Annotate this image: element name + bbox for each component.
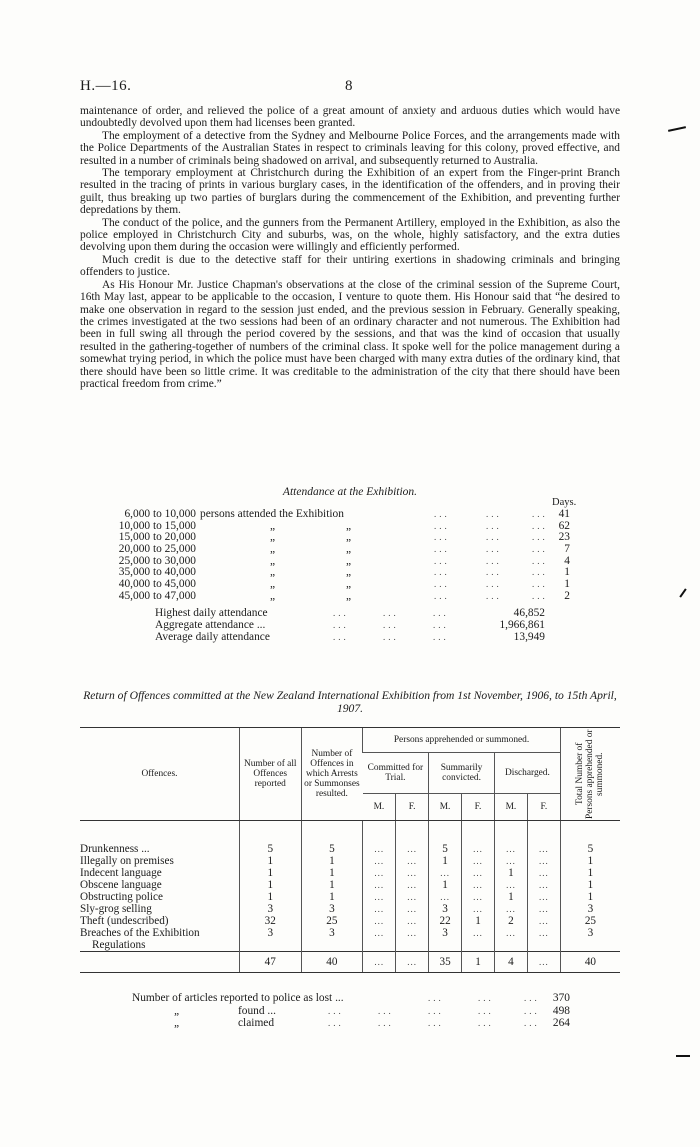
convicted-f-cell: ... xyxy=(462,903,495,915)
leader-dots: ... xyxy=(532,544,548,555)
ditto-mark: „ xyxy=(346,566,352,579)
attendance-days: 23 xyxy=(558,531,570,544)
convicted-f-cell: ... xyxy=(462,855,495,867)
female-header: F. xyxy=(462,793,495,820)
offence-name: Obstructing police xyxy=(80,891,163,903)
male-header: M. xyxy=(494,793,527,820)
ditto-mark: „ xyxy=(270,519,276,532)
committed-header: Committed for Trial. xyxy=(363,753,429,793)
committed-m-cell: ... xyxy=(363,927,396,939)
grand-total: 40 xyxy=(560,952,620,973)
arrests-cell: 1 xyxy=(301,891,363,903)
articles-label: found ... xyxy=(238,1004,276,1017)
attendance-days: 41 xyxy=(558,508,570,520)
reported-cell: 3 xyxy=(239,903,301,915)
attendance-total-value: 13,949 xyxy=(513,630,545,643)
reported-cell: 5 xyxy=(239,843,301,855)
leader-dots: ... xyxy=(486,567,502,578)
committed-f-cell: ... xyxy=(396,843,429,855)
discharged-m-total: 4 xyxy=(494,952,527,973)
ditto-mark: „ xyxy=(270,531,276,544)
table-row xyxy=(80,855,620,867)
leader-dots: ... xyxy=(328,1018,344,1028)
reported-cell: 1 xyxy=(239,855,301,867)
attendance-range: 35,000 to 40,000 xyxy=(118,566,196,579)
reported-cell: 3 xyxy=(239,927,301,939)
discharged-m-cell: 1 xyxy=(494,867,527,879)
committed-f-cell: ... xyxy=(396,903,429,915)
leader-dots: ... xyxy=(333,619,349,630)
female-header: F. xyxy=(396,793,429,820)
leader-dots: ... xyxy=(433,631,449,642)
attendance-total-label: Aggregate attendance ... xyxy=(155,618,266,631)
convicted-f-total: 1 xyxy=(462,952,495,973)
table-row xyxy=(80,879,620,891)
articles-row xyxy=(132,1005,582,1018)
offence-name: Illegally on premises xyxy=(80,855,174,867)
leader-dots: ... xyxy=(532,520,548,531)
attendance-days: 1 xyxy=(564,566,570,579)
leader-dots: ... xyxy=(433,608,449,618)
leader-dots: ... xyxy=(383,608,399,618)
attendance-total-row xyxy=(155,620,555,632)
offences-header: Offences. xyxy=(80,728,239,821)
male-header: M. xyxy=(363,793,396,820)
leader-dots: ... xyxy=(333,608,349,618)
convicted-f-cell: ... xyxy=(462,843,495,855)
leader-dots: ... xyxy=(532,590,548,601)
committed-m-cell: ... xyxy=(363,879,396,891)
leader-dots: ... xyxy=(383,619,399,630)
ditto-mark: „ xyxy=(346,554,352,567)
male-header: M. xyxy=(429,793,462,820)
leader-dots: ... xyxy=(486,590,502,601)
attendance-range: 45,000 to 47,000 xyxy=(118,589,196,602)
paragraph: The temporary employment at Christchurch during the Exhibition of an expert from the Finger-print Branch resulted in the tracing of prints in various burglary cases, in the identification of the offenders, and in proving their guilt, thus breaking up two parties of burglars during the commencement of the Exhibition, and preventing further depredations by them. xyxy=(80,167,620,217)
table-row xyxy=(80,867,620,879)
convicted-m-cell: 1 xyxy=(429,879,462,891)
reported-cell: 32 xyxy=(239,915,301,927)
total-cell: 5 xyxy=(560,843,620,855)
offence-name: Breaches of the Exhibition xyxy=(80,927,200,939)
attendance-range: 15,000 to 20,000 xyxy=(118,531,196,544)
total-header-label: Total Number of Persons apprehended or summoned. xyxy=(575,729,606,819)
total-cell: 1 xyxy=(560,879,620,891)
committed-f-cell: ... xyxy=(396,879,429,891)
committed-f-cell: ... xyxy=(396,915,429,927)
convicted-f-cell: ... xyxy=(462,927,495,939)
committed-m-cell: ... xyxy=(363,903,396,915)
leader-dots: ... xyxy=(478,1018,494,1028)
attendance-total-value: 1,966,861 xyxy=(499,618,545,631)
leader-dots: ... xyxy=(434,567,450,578)
reported-header: Number of all Offences reported xyxy=(239,728,301,821)
leader-dots: ... xyxy=(378,1018,394,1028)
attendance-total-label: Highest daily attendance xyxy=(155,607,268,619)
discharged-f-cell: ... xyxy=(527,927,560,939)
table-row xyxy=(80,927,620,939)
attendance-range: 20,000 to 25,000 xyxy=(118,543,196,556)
offence-name: Theft (undescribed) xyxy=(80,915,169,927)
articles-value: 370 xyxy=(552,992,570,1004)
margin-mark xyxy=(679,588,686,597)
leader-dots: ... xyxy=(532,555,548,566)
discharged-f-cell: ... xyxy=(527,867,560,879)
attendance-total-value: 46,852 xyxy=(513,607,545,619)
convicted-m-cell: 3 xyxy=(429,927,462,939)
reported-total: 47 xyxy=(239,952,301,973)
body-text xyxy=(80,105,620,390)
apprehended-header: Persons apprehended or summoned. xyxy=(363,728,561,753)
articles-label: claimed xyxy=(238,1017,275,1029)
paragraph: maintenance of order, and relieved the police of a great amount of anxiety and arduous duties which would have undoubtedly devolved upon them had licenses been granted. xyxy=(80,105,620,130)
female-header: F. xyxy=(527,793,560,820)
convicted-f-cell: ... xyxy=(462,879,495,891)
total-cell: 1 xyxy=(560,867,620,879)
convicted-f-cell: ... xyxy=(462,867,495,879)
committed-m-total: ... xyxy=(363,952,396,973)
table-row xyxy=(80,903,620,915)
discharged-m-cell: ... xyxy=(494,843,527,855)
leader-dots: ... xyxy=(524,1005,540,1016)
convicted-m-cell: ... xyxy=(429,891,462,903)
attendance-days-header: Days. xyxy=(552,497,577,508)
total-cell: 3 xyxy=(560,903,620,915)
attendance-total-label: Average daily attendance xyxy=(155,630,270,643)
discharged-f-cell: ... xyxy=(527,855,560,867)
table-row xyxy=(80,891,620,903)
attendance-days: 7 xyxy=(564,543,570,556)
document-reference: H.—16. xyxy=(80,78,132,94)
ditto-mark: „ xyxy=(346,578,352,591)
attendance-total-row xyxy=(155,632,555,644)
attendance-days: 4 xyxy=(564,554,570,567)
convicted-f-cell: ... xyxy=(462,891,495,903)
discharged-m-cell: ... xyxy=(494,879,527,891)
committed-f-cell: ... xyxy=(396,927,429,939)
discharged-f-cell: ... xyxy=(527,843,560,855)
paragraph: As His Honour Mr. Justice Chapman's observations at the close of the criminal session of the Supreme Court, 16th May last, appear to be applicable to the occasion, I venture to quote them. His Honour said that “he desired to make one observation in regard to the session just ended, and the previous session in February. Generally speaking, the crimes investigated at the two sessions had been of an ordinary character and not numerous. The Exhibition had been in full swing all through the period covered by the sessions, and that was the kind of occasion that usually resulted in the gathering-together of numbers of the criminal class. It spoke well for the police management during a somewhat trying period, in which the police must have been charged with many extra duties of the ordinary kind, that there should have been so little crime. It was creditable to the administration of the city that there should have been practical freedom from crime.” xyxy=(80,278,620,390)
arrests-cell: 5 xyxy=(301,843,363,855)
totals-row xyxy=(80,952,620,973)
committed-m-cell: ... xyxy=(363,891,396,903)
attendance-range: 40,000 to 45,000 xyxy=(118,578,196,591)
leader-dots: ... xyxy=(434,579,450,590)
committed-m-cell: ... xyxy=(363,915,396,927)
reported-cell: 1 xyxy=(239,891,301,903)
attendance-title: Attendance at the Exhibition. xyxy=(282,486,418,498)
total-cell: 25 xyxy=(560,915,620,927)
leader-dots: ... xyxy=(433,619,449,630)
ditto-mark: „ xyxy=(346,543,352,556)
margin-mark xyxy=(668,126,686,132)
arrests-header: Number of Offences in which Arrests or Summonses resulted. xyxy=(301,728,363,821)
ditto-mark: „ xyxy=(270,543,276,556)
articles-table xyxy=(132,992,582,1030)
reported-cell: 1 xyxy=(239,867,301,879)
total-cell: 3 xyxy=(560,927,620,939)
discharged-header: Discharged. xyxy=(494,753,560,793)
discharged-f-total: ... xyxy=(527,952,560,973)
leader-dots: ... xyxy=(532,567,548,578)
attendance-row xyxy=(100,544,580,556)
table-row xyxy=(80,843,620,855)
convicted-header: Summarily convicted. xyxy=(429,753,495,793)
attendance-row-text: persons attended the Exhibition xyxy=(200,508,344,520)
ditto-mark: „ xyxy=(346,589,352,602)
discharged-m-cell: 1 xyxy=(494,891,527,903)
arrests-total: 40 xyxy=(301,952,363,973)
offence-name: Drunkenness ... xyxy=(80,843,150,855)
convicted-f-cell: 1 xyxy=(462,915,495,927)
articles-label: Number of articles reported to police as lost ... xyxy=(132,992,344,1004)
articles-value: 498 xyxy=(552,1004,570,1017)
total-header xyxy=(560,728,620,821)
discharged-m-cell: ... xyxy=(494,927,527,939)
leader-dots: ... xyxy=(532,579,548,590)
paragraph: The employment of a detective from the Sydney and Melbourne Police Forces, and the arrangements made with the Police Departments of the Australian States in respect to criminals leaving for this colony, proved effective, and resulted in a number of criminals being shadowed on arrival, and subsequently returned to Australia. xyxy=(80,129,620,167)
convicted-m-cell: 3 xyxy=(429,903,462,915)
margin-mark xyxy=(676,1055,690,1057)
leader-dots: ... xyxy=(428,1005,444,1016)
leader-dots: ... xyxy=(486,579,502,590)
ditto-mark: „ xyxy=(174,1017,181,1029)
total-cell: 1 xyxy=(560,891,620,903)
attendance-days: 1 xyxy=(564,578,570,591)
arrests-cell: 1 xyxy=(301,879,363,891)
discharged-m-cell: ... xyxy=(494,903,527,915)
offence-name: Obscene language xyxy=(80,879,162,891)
table-row xyxy=(80,915,620,927)
leader-dots: ... xyxy=(486,509,502,519)
offences-table xyxy=(80,727,620,973)
total-cell: 1 xyxy=(560,855,620,867)
articles-row xyxy=(132,992,582,1005)
ditto-mark: „ xyxy=(270,578,276,591)
paragraph: Much credit is due to the detective staff for their untiring exertions in shadowing criminals and bringing offenders to justice. xyxy=(80,253,620,279)
discharged-m-cell: 2 xyxy=(494,915,527,927)
leader-dots: ... xyxy=(524,1018,540,1028)
ditto-mark: „ xyxy=(174,1004,181,1017)
paragraph: The conduct of the police, and the gunners from the Permanent Artillery, employed in the Exhibition, as also the police employed in Christchurch City and suburbs, was, on the whole, highly satisfactory, and the extra duties devolving upon them during the occasion were willingly and efficiently performed. xyxy=(80,216,620,254)
committed-f-cell: ... xyxy=(396,891,429,903)
leader-dots: ... xyxy=(486,555,502,566)
spacer-row xyxy=(80,821,620,844)
leader-dots: ... xyxy=(478,993,494,1003)
attendance-table xyxy=(100,509,580,603)
leader-dots: ... xyxy=(383,631,399,642)
ditto-mark: „ xyxy=(270,566,276,579)
discharged-f-cell: ... xyxy=(527,879,560,891)
committed-f-cell: ... xyxy=(396,867,429,879)
ditto-mark: „ xyxy=(346,519,352,532)
offences-title: Return of Offences committed at the New Zealand International Exhibition from 1st November, 1906, to 15th April, 1907. xyxy=(83,689,617,715)
attendance-totals xyxy=(155,608,555,643)
reported-cell: 1 xyxy=(239,879,301,891)
leader-dots: ... xyxy=(428,1018,444,1028)
offence-name: Sly-grog selling xyxy=(80,903,152,915)
arrests-cell: 25 xyxy=(301,915,363,927)
leader-dots: ... xyxy=(434,520,450,531)
discharged-f-cell: ... xyxy=(527,891,560,903)
attendance-range: 6,000 to 10,000 xyxy=(124,508,196,520)
leader-dots: ... xyxy=(333,631,349,642)
leader-dots: ... xyxy=(532,532,548,543)
ditto-mark: „ xyxy=(346,531,352,544)
leader-dots: ... xyxy=(486,532,502,543)
committed-m-cell: ... xyxy=(363,855,396,867)
arrests-cell: 3 xyxy=(301,927,363,939)
discharged-f-cell: ... xyxy=(527,903,560,915)
arrests-cell: 1 xyxy=(301,867,363,879)
committed-f-cell: ... xyxy=(396,855,429,867)
convicted-m-cell: 1 xyxy=(429,855,462,867)
leader-dots: ... xyxy=(486,520,502,531)
offence-name-continued: Regulations xyxy=(92,939,146,951)
leader-dots: ... xyxy=(478,1005,494,1016)
discharged-f-cell: ... xyxy=(527,915,560,927)
committed-m-cell: ... xyxy=(363,867,396,879)
committed-m-cell: ... xyxy=(363,843,396,855)
discharged-m-cell: ... xyxy=(494,855,527,867)
leader-dots: ... xyxy=(434,590,450,601)
attendance-range: 25,000 to 30,000 xyxy=(118,554,196,567)
attendance-days: 2 xyxy=(564,589,570,602)
arrests-cell: 3 xyxy=(301,903,363,915)
arrests-cell: 1 xyxy=(301,855,363,867)
attendance-range: 10,000 to 15,000 xyxy=(118,519,196,532)
articles-value: 264 xyxy=(552,1017,570,1029)
attendance-row xyxy=(100,509,580,521)
table-row xyxy=(80,939,620,952)
convicted-m-total: 35 xyxy=(429,952,462,973)
page-number: 8 xyxy=(345,78,353,94)
leader-dots: ... xyxy=(434,532,450,543)
leader-dots: ... xyxy=(378,1005,394,1016)
leader-dots: ... xyxy=(524,993,540,1003)
leader-dots: ... xyxy=(434,555,450,566)
leader-dots: ... xyxy=(532,509,548,519)
attendance-row xyxy=(100,591,580,603)
ditto-mark: „ xyxy=(270,589,276,602)
convicted-m-cell: 5 xyxy=(429,843,462,855)
leader-dots: ... xyxy=(486,544,502,555)
leader-dots: ... xyxy=(428,993,444,1003)
ditto-mark: „ xyxy=(270,554,276,567)
attendance-days: 62 xyxy=(558,519,570,532)
leader-dots: ... xyxy=(434,509,450,519)
convicted-m-cell: 22 xyxy=(429,915,462,927)
leader-dots: ... xyxy=(434,544,450,555)
committed-f-total: ... xyxy=(396,952,429,973)
offence-name: Indecent language xyxy=(80,867,162,879)
leader-dots: ... xyxy=(328,1005,344,1016)
convicted-m-cell: ... xyxy=(429,867,462,879)
articles-row xyxy=(132,1017,582,1030)
